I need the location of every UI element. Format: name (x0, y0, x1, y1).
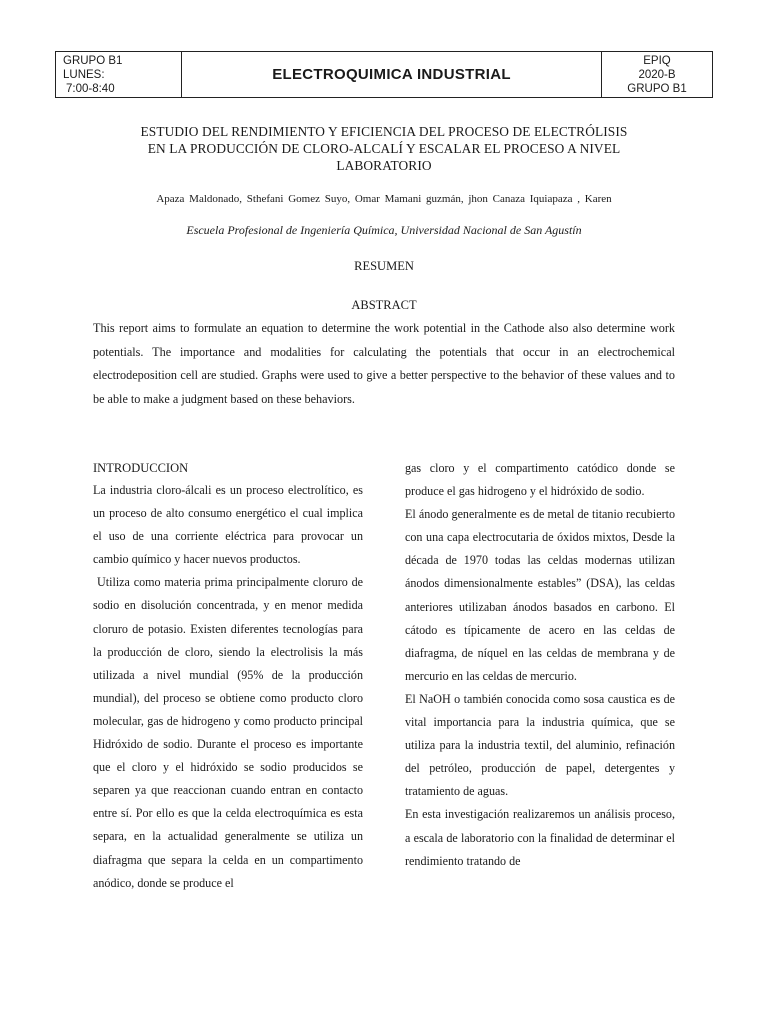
body-paragraph: gas cloro y el compartimento catódico donde se produce el gas hidrogeno y el hidróxido de sodio. (405, 461, 675, 499)
body-column-left (93, 457, 363, 895)
paper-title-line: LABORATORIO (336, 158, 432, 173)
document-header-table (55, 51, 713, 98)
header-school-info (601, 52, 712, 97)
header-group-label-right: GRUPO B1 (627, 83, 687, 95)
resumen-heading: RESUMEN (354, 259, 414, 273)
paper-authors: Apaza Maldonado, Sthefani Gomez Suyo, Omar Mamani guzmán, jhon Canaza Iquiapaza , Karen (156, 193, 612, 205)
header-school-label: EPIQ (643, 55, 671, 67)
header-day-label: LUNES: (63, 69, 105, 81)
body-paragraph: En esta investigación realizaremos un análisis proceso, a escala de laboratorio con la finalidad de determinar el rendimiento tratando de (405, 807, 675, 868)
body-paragraph: Utiliza como materia prima principalmente cloruro de sodio en disolución concentrada, y en menor medida cloruro de potasio. Existen diferentes tecnologías para la producción de cloro, siendo la electrolisis la más utilizada a nivel mundial (95% de la producción mundial), del proceso se obtiene como producto cloro molecular, gas de hidrogeno y como producto principal Hidróxido de sodio. Durante el proceso es importante que el cloro y el hidróxido se sodio producidos se separen ya que reaccionan cuando entran en contacto entre sí. Por ello es que la celda electroquímica es esta separa, en la actualidad generalmente se utiliza un diafragma que separa la celda en un compartimento anódico, donde se produce el (93, 575, 363, 890)
abstract-text: This report aims to formulate an equation to determine the work potential in the Cathode also also determine work potentials. The importance and modalities for calculating the potentials that occur in an electrochemical electrodeposition cell are studied. Graphs were used to give a better perspective to the behavior of these values and to be able to make a judgment based on these behaviors. (93, 321, 675, 406)
paper-title (95, 123, 673, 174)
paper-title-line: ESTUDIO DEL RENDIMIENTO Y EFICIENCIA DEL PROCESO DE ELECTRÓLISIS (140, 124, 628, 139)
abstract-heading: ABSTRACT (351, 298, 417, 312)
body-paragraph: El NaOH o también conocida como sosa caustica es de vital importancia para la industria química, que se utiliza para la industria textil, del aluminio, refinación del petróleo, producción de papel, detergentes y tratamiento de aguas. (405, 691, 675, 799)
header-group-info (56, 52, 182, 97)
header-group-label: GRUPO B1 (63, 55, 123, 67)
body-paragraph: El ánodo generalmente es de metal de titanio recubierto con una capa electrocutaria de óxidos mixtos, Desde la década de 1970 todas las celdas modernas utilizan ánodos dimensionalmente estables” (DSA), las celdas anteriores utilizaban ánodos basados en carbono. El cátodo es típicamente de acero en las celdas de diafragma, de níquel en las celdas de membrana y de mercurio en las celdas de mercurio. (405, 507, 675, 683)
paper-title-line: EN LA PRODUCCIÓN DE CLORO-ALCALÍ Y ESCALAR EL PROCESO A NIVEL (147, 141, 621, 156)
introduction-heading: INTRODUCCION (93, 461, 189, 475)
body-paragraph: La industria cloro-álcali es un proceso electrolítico, es un proceso de alto consumo energético el cual implica el uso de una corriente eléctrica para provocar un cambio químico y hacer nuevos productos. (93, 483, 363, 567)
header-semester-label: 2020-B (638, 69, 676, 81)
header-course-title: ELECTROQUIMICA INDUSTRIAL (272, 66, 511, 83)
body-column-right (405, 457, 675, 873)
header-time-label: 7:00-8:40 (66, 83, 115, 95)
paper-affiliation: Escuela Profesional de Ingeniería Química, Universidad Nacional de San Agustín (186, 223, 582, 237)
